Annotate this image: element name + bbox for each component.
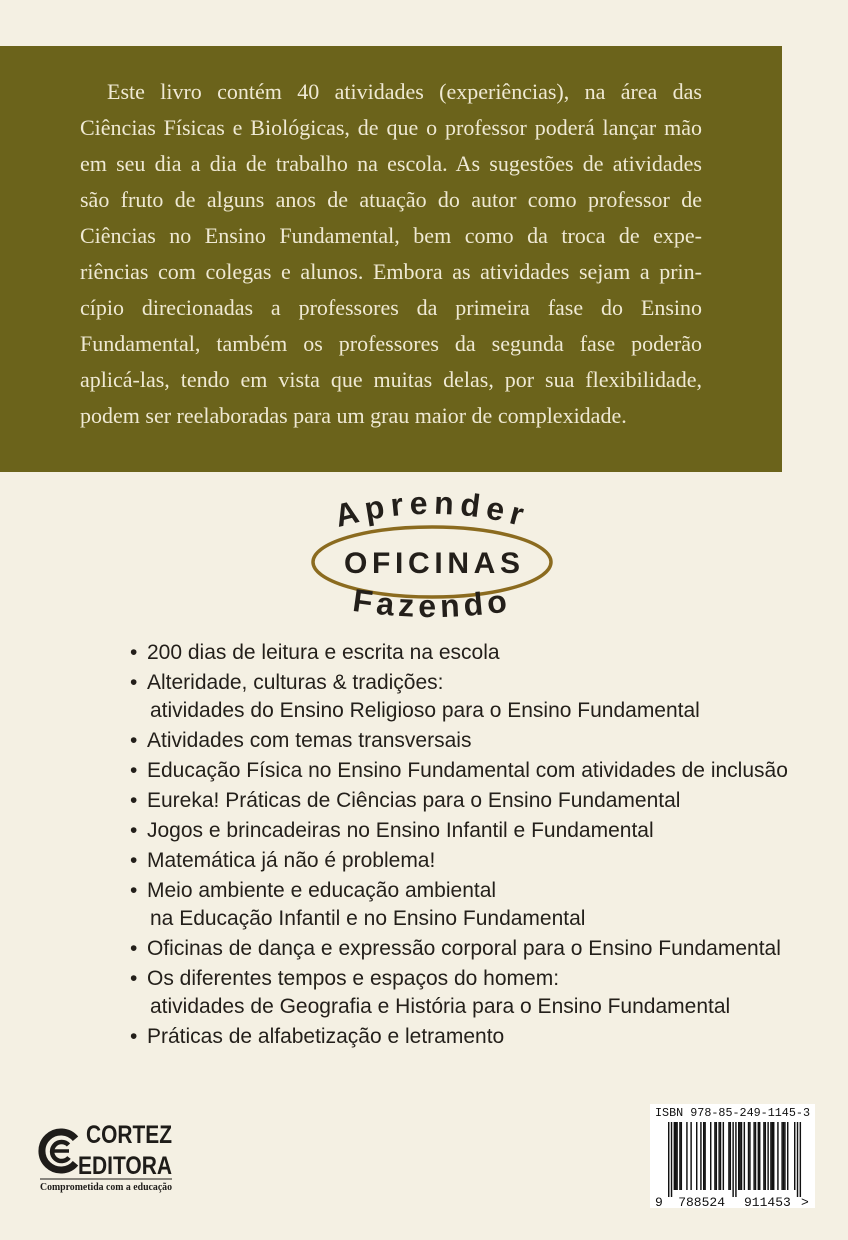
barcode-bar [704, 1122, 705, 1190]
blurb-line: em seu dia a dia de trabalho na escola. As sugestões de atividades [80, 151, 702, 176]
publisher-logo [38, 1114, 178, 1196]
barcode-bar [714, 1122, 715, 1190]
barcode-guard-bar [800, 1122, 801, 1197]
barcode-bar [794, 1122, 795, 1190]
series-title-line: Matemática já não é problema! [147, 849, 436, 872]
barcode-digits-right: 911453 [743, 1195, 791, 1208]
bullet: • [130, 967, 138, 990]
barcode-bar [772, 1122, 773, 1190]
publisher-name-top: CORTEZ [86, 1121, 172, 1149]
logo-arc-top-text: Aprender [331, 484, 534, 535]
barcode-bars [668, 1122, 801, 1197]
barcode-bar [696, 1122, 697, 1190]
series-title-item [130, 935, 788, 963]
barcode-bar [703, 1122, 704, 1190]
barcode-guard-bar [735, 1122, 736, 1197]
series-title-item [130, 727, 788, 755]
barcode-bar [777, 1122, 778, 1190]
barcode-bar [773, 1122, 774, 1190]
series-title-item [130, 877, 788, 933]
barcode-bar [784, 1122, 785, 1190]
bullet: • [130, 789, 138, 812]
barcode-bar [723, 1122, 724, 1190]
series-title-item [130, 817, 788, 845]
series-title-line: Educação Física no Ensino Fundamental com atividades de inclusão [147, 759, 788, 782]
logo-center-text: OFICINAS [344, 547, 520, 580]
bullet: • [130, 819, 138, 842]
barcode-bar [741, 1122, 742, 1190]
barcode-digits-left: 788524 [678, 1195, 726, 1208]
isbn-label: ISBN 978-85-249-1145-3 [655, 1106, 810, 1120]
barcode-bar [753, 1122, 754, 1190]
series-title-line: atividades de Geografia e História para o Ensino Fundamental [150, 995, 731, 1018]
series-title-line: Eureka! Práticas de Ciências para o Ensino Fundamental [147, 789, 681, 812]
barcode-guard-bar [797, 1122, 798, 1197]
barcode-bar [675, 1122, 676, 1190]
bullet: • [130, 849, 138, 872]
series-title-item [130, 639, 788, 667]
barcode-bar [728, 1122, 729, 1190]
series-title-item [130, 669, 788, 725]
series-title-line: Jogos e brincadeiras no Ensino Infantil e Fundamental [147, 819, 654, 842]
barcode-graphic [650, 1104, 815, 1208]
barcode-bar [718, 1122, 719, 1190]
barcode-bar [763, 1122, 764, 1190]
barcode-bar [783, 1122, 784, 1190]
series-title-item [130, 1023, 788, 1051]
barcode-bar [748, 1122, 749, 1190]
barcode-bar [767, 1122, 768, 1190]
barcode-bar [730, 1122, 731, 1190]
bullet: • [130, 671, 138, 694]
series-title-line: Meio ambiente e educação ambiental [147, 879, 497, 902]
series-title-line: Oficinas de dança e expressão corporal para o Ensino Fundamental [147, 937, 781, 960]
barcode-bar [755, 1122, 756, 1190]
isbn-barcode [650, 1104, 815, 1208]
barcode-bar [676, 1122, 677, 1190]
barcode-guard-bar [668, 1122, 669, 1197]
blurb-paragraph [80, 74, 702, 434]
bullet: • [130, 759, 138, 782]
blurb-line: Fundamental, também os professores da segunda fase poderão [80, 331, 702, 356]
series-title-item [130, 787, 788, 815]
blurb-line: Este livro contém 40 atividades (experiências), na área das [107, 79, 702, 104]
series-title-line: na Educação Infantil e no Ensino Fundamental [150, 907, 586, 930]
barcode-bar [738, 1122, 739, 1190]
blurb-line: Ciências Físicas e Biológicas, de que o professor poderá lançar mão [80, 115, 702, 140]
barcode-bar [690, 1122, 691, 1190]
series-title-item [130, 965, 788, 1021]
series-title-item [130, 847, 788, 875]
series-title-line: 200 dias de leitura e escrita na escola [147, 641, 500, 664]
publisher-tagline: Comprometida com a educação [40, 1182, 172, 1193]
series-logo [290, 478, 580, 628]
blurb-line: podem ser reelaboradas para um grau maior de complexidade. [80, 403, 627, 428]
barcode-bar [679, 1122, 680, 1190]
barcode-bar [700, 1122, 701, 1190]
barcode-bar [681, 1122, 682, 1190]
blurb-panel [0, 46, 782, 472]
bullet: • [130, 937, 138, 960]
barcode-bar [787, 1122, 788, 1190]
barcode-digit-first: 9 [655, 1195, 663, 1208]
bullet: • [130, 879, 138, 902]
barcode-bar [758, 1122, 759, 1190]
series-title-line: Os diferentes tempos e espaços do homem: [147, 967, 560, 990]
bullet: • [130, 729, 138, 752]
blurb-line: cípio direcionadas a professores da primeira fase do Ensino [80, 295, 702, 320]
barcode-bar [716, 1122, 717, 1190]
series-title-list [130, 639, 788, 1053]
blurb-line: aplicá-las, tendo em vista que muitas delas, por sua flexibilidade, [80, 367, 702, 392]
bullet: • [130, 1025, 138, 1048]
barcode-guard-bar [671, 1122, 672, 1197]
series-title-item [130, 757, 788, 785]
blurb-line: Ciências no Ensino Fundamental, bem como da troca de expe- [80, 223, 702, 248]
series-title-line: Atividades com temas transversais [147, 729, 472, 752]
barcode-bar [674, 1122, 675, 1190]
blurb-line: riências com colegas e alunos. Embora as atividades sejam a prin- [80, 259, 702, 284]
barcode-bar [686, 1122, 687, 1190]
barcode-bar [749, 1122, 750, 1190]
barcode-bar [781, 1122, 782, 1190]
barcode-bar [765, 1122, 766, 1190]
series-title-line: atividades do Ensino Religioso para o Ensino Fundamental [150, 699, 700, 722]
publisher-name-bottom: EDITORA [78, 1152, 172, 1180]
barcode-bar [720, 1122, 721, 1190]
barcode-bar [770, 1122, 771, 1190]
bullet: • [130, 641, 138, 664]
logo-arc-bottom-text: Fazendo [350, 582, 514, 625]
barcode-bar [739, 1122, 740, 1190]
barcode-end-mark: > [801, 1195, 809, 1208]
blurb-line: são fruto de alguns anos de atuação do autor como professor de [80, 187, 702, 212]
barcode-bar [744, 1122, 745, 1190]
series-title-line: Alteridade, culturas & tradições: [147, 671, 444, 694]
series-title-line: Práticas de alfabetização e letramento [147, 1025, 505, 1048]
barcode-guard-bar [732, 1122, 733, 1197]
publisher-emblem-icon [42, 1132, 76, 1170]
barcode-bar [710, 1122, 711, 1190]
barcode-bar [759, 1122, 760, 1190]
